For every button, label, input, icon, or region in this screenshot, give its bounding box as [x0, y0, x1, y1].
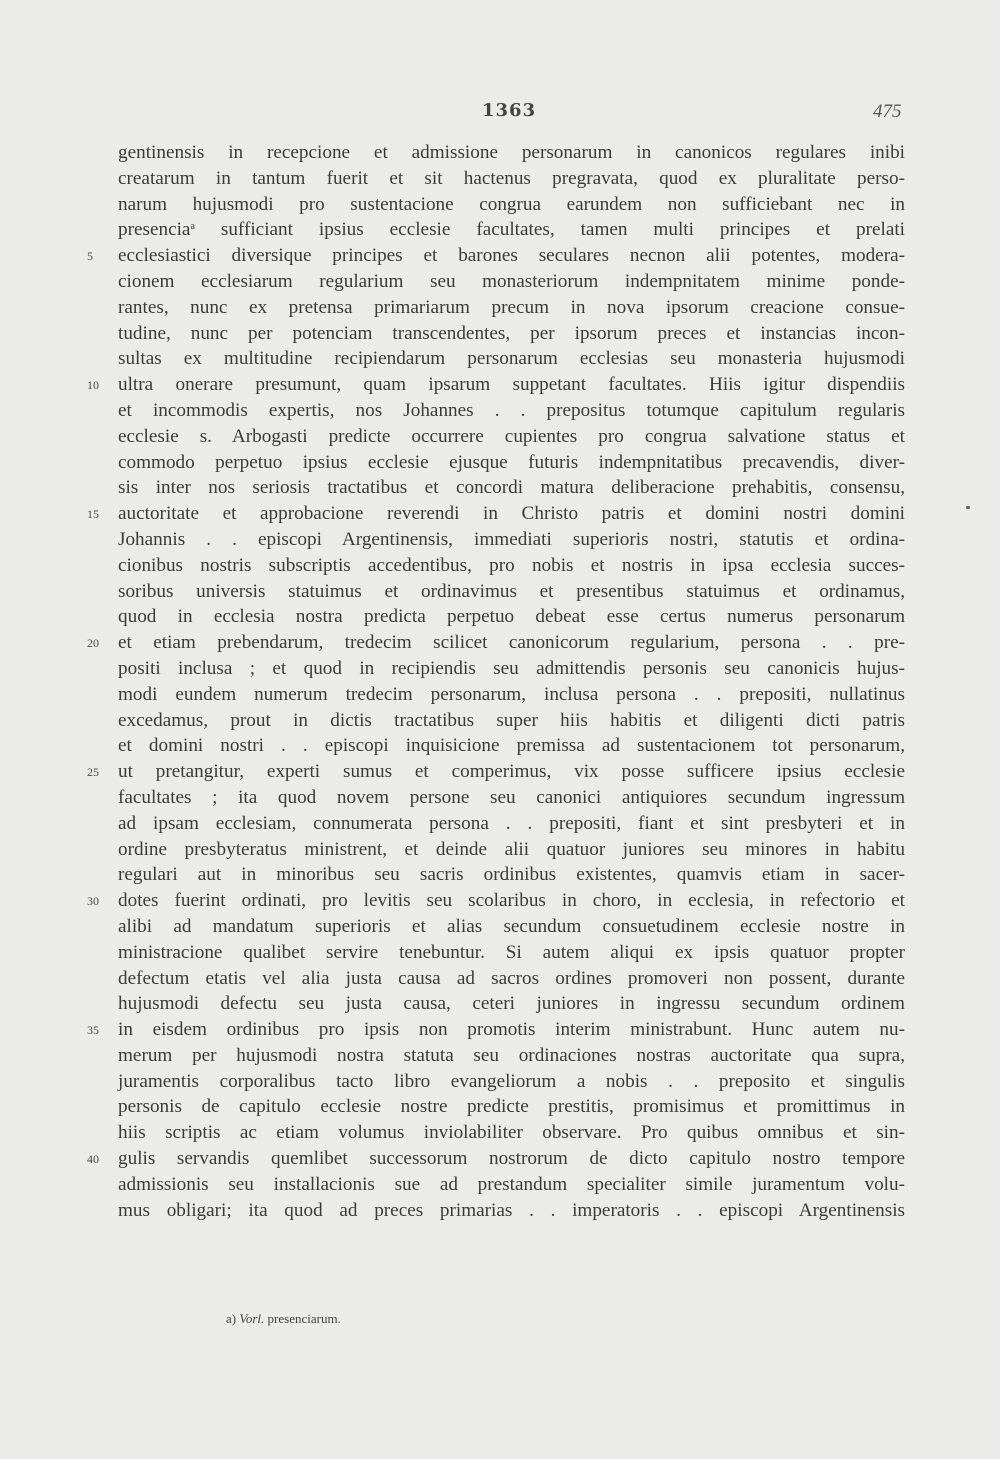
text-line [118, 837, 905, 863]
text-line [118, 733, 905, 759]
line-text: facultates ; ita quod novem persone seu canonici antiquiores secundum ingressum [118, 786, 905, 808]
line-text: gentinensis in recepcione et admissione personarum in canonicos regulares inibi [118, 142, 905, 163]
text-line [118, 682, 905, 708]
line-text: sis inter nos seriosis tractatibus et concordi matura deliberacione prehabitis, consensu, [118, 477, 905, 499]
line-text: defectum etatis vel alia justa causa ad sacros ordines promoveri non possent, durante [118, 967, 905, 989]
line-text: narum hujusmodi pro sustentacione congrua earundem non sufficiebant nec in [118, 193, 905, 215]
text-line [118, 527, 905, 553]
text-line [87, 501, 905, 527]
line-number: 30 [87, 894, 99, 909]
line-text-continued: sufficiant ipsius ecclesie facultates, tamen multi principes et prelati [194, 219, 905, 241]
text-line [118, 785, 905, 811]
line-text: ultra onerare presumunt, quam ipsarum suppetant facultates. Hiis igitur dispendiis [118, 374, 905, 396]
text-line [118, 192, 905, 218]
text-line [87, 888, 905, 914]
text-line [118, 656, 905, 682]
text-line [118, 1172, 905, 1198]
line-text: positi inclusa ; et quod in recipiendis seu admittendis personis seu canonicis hujus- [118, 657, 905, 679]
text-line [118, 1120, 905, 1146]
footnote-mark: a) [226, 1311, 237, 1326]
text-line [118, 604, 905, 630]
text-line [118, 579, 905, 605]
line-text: admissionis seu installacionis sue ad prestandum specialiter simile juramentum volu- [118, 1173, 905, 1195]
text-line [118, 553, 905, 579]
text-line [118, 966, 905, 992]
line-number: 5 [87, 249, 93, 264]
page-number: 475 [873, 101, 902, 122]
line-text: creatarum in tantum fuerit et sit hactenus pregravata, quod ex pluralitate perso- [118, 167, 905, 189]
line-text: alibi ad mandatum superioris et alias secundum consuetudinem ecclesie nostre in [118, 915, 905, 937]
text-line [118, 346, 905, 372]
text-line [118, 811, 905, 837]
text-line [87, 1017, 905, 1043]
line-text: regulari aut in minoribus seu sacris ordinibus existentes, quamvis etiam in sacer- [118, 864, 905, 886]
text-line [87, 372, 905, 398]
line-text: hiis scriptis ac etiam volumus inviolabiliter observare. Pro quibus omnibus et sin- [118, 1122, 905, 1144]
footnote-reference: a [190, 221, 195, 233]
text-line [118, 321, 905, 347]
text-line [118, 450, 905, 476]
line-text: ecclesiastici diversique principes et barones seculares necnon alii potentes, modera- [118, 245, 905, 267]
text-line [87, 1146, 905, 1172]
line-number: 10 [87, 378, 99, 393]
line-text: gulis servandis quemlibet successorum nostrorum de dicto capitulo nostro tempore [118, 1148, 905, 1170]
text-line [118, 140, 905, 166]
line-text: ministracione qualibet servire tenebuntur. Si autem aliqui ex ipsis quatuor propter [118, 941, 905, 963]
line-text: sultas ex multitudine recipiendarum personarum ecclesias seu monasteria hujusmodi [118, 348, 905, 370]
text-line [118, 1043, 905, 1069]
line-text: dotes fuerint ordinati, pro levitis seu scolaribus in choro, in ecclesia, in refectorio et [118, 890, 905, 912]
text-line [118, 1069, 905, 1095]
text-line [118, 708, 905, 734]
line-text: soribus universis statuimus et ordinavimus et presentibus statuimus et ordinamus, [118, 580, 905, 602]
line-text: personis de capitulo ecclesie nostre predicte prestitis, promisimus et promittimus in [118, 1096, 905, 1118]
line-text: hujusmodi defectu seu justa causa, ceteri juniores in ingressu secundum ordinem [118, 993, 905, 1015]
text-line [118, 862, 905, 888]
line-number: 15 [87, 507, 99, 522]
line-text: Johannis . . episcopi Argentinensis, immediati superioris nostri, statutis et ordina- [118, 528, 905, 550]
line-text: cionem ecclesiarum regularium seu monasteriorum indempnitatem minime ponde- [118, 270, 905, 292]
line-text: in eisdem ordinibus pro ipsis non promotis interim ministrabunt. Hunc autem nu- [118, 1019, 905, 1041]
line-text: presencia [118, 219, 191, 241]
text-line [118, 424, 905, 450]
line-text: ad ipsam ecclesiam, connumerata persona . . prepositi, fiant et sint presbyteri et in [118, 812, 905, 834]
line-number: 20 [87, 636, 99, 651]
line-text: juramentis corporalibus tacto libro evangeliorum a nobis . . preposito et singulis [118, 1070, 905, 1092]
line-text: et domini nostri . . episcopi inquisicione premissa ad sustentacionem tot personarum, [118, 735, 905, 757]
body-text [87, 140, 905, 1223]
line-text: ecclesie s. Arbogasti predicte occurrere cupientes pro congrua salvatione status et [118, 425, 905, 447]
line-text: excedamus, prout in dictis tractatibus super hiis habitis et diligenti dicti patris [118, 709, 905, 731]
margin-speck [966, 506, 970, 509]
line-text: tudine, nunc per potenciam transcendentes, per ipsorum preces et instancias incon- [118, 322, 905, 344]
text-line [118, 475, 905, 501]
text-line [118, 269, 905, 295]
text-line [87, 759, 905, 785]
text-line [87, 630, 905, 656]
line-text: auctoritate et approbacione reverendi in Christo patris et domini nostri domini [118, 503, 905, 525]
document-number: 1363 [482, 100, 537, 121]
text-line [118, 217, 905, 243]
line-text: mus obligari; ita quod ad preces primarias . . imperatoris . . episcopi Argentinensis [118, 1199, 905, 1221]
text-line [87, 243, 905, 269]
line-text: cionibus nostris subscriptis accedentibus, pro nobis et nostris in ipsa ecclesia succes- [118, 554, 905, 576]
text-line [118, 1198, 905, 1224]
footnote-text: presenciarum. [267, 1311, 341, 1326]
text-line [118, 398, 905, 424]
text-line [118, 991, 905, 1017]
line-number: 35 [87, 1023, 99, 1038]
text-line [118, 914, 905, 940]
text-line [118, 940, 905, 966]
text-line [118, 1094, 905, 1120]
text-line [118, 295, 905, 321]
line-text: modi eundem numerum tredecim personarum, inclusa persona . . prepositi, nullatinus [118, 683, 905, 705]
text-line [118, 166, 905, 192]
line-number: 25 [87, 765, 99, 780]
line-text: rantes, nunc ex pretensa primariarum precum in nova ipsorum creacione consue- [118, 296, 905, 318]
line-text: ut pretangitur, experti sumus et comperimus, vix posse sufficere ipsius ecclesie [118, 761, 905, 783]
line-text: quod in ecclesia nostra predicta perpetuo debeat esse certus numerus personarum [118, 606, 905, 628]
line-text: commodo perpetuo ipsius ecclesie ejusque futuris indempnitatibus precavendis, diver- [118, 451, 905, 473]
line-text: ordine presbyteratus ministrent, et deinde alii quatuor juniores seu minores in habitu [118, 838, 905, 860]
line-text: et etiam prebendarum, tredecim scilicet canonicorum regularium, persona . . pre- [118, 632, 905, 654]
footnote-source: Vorl. [239, 1311, 265, 1326]
line-number: 40 [87, 1152, 99, 1167]
footnote [226, 1311, 341, 1327]
line-text: et incommodis expertis, nos Johannes . . prepositus totumque capitulum regularis [118, 399, 905, 421]
line-text: merum per hujusmodi nostra statuta seu ordinaciones nostras auctoritate qua supra, [118, 1044, 905, 1066]
